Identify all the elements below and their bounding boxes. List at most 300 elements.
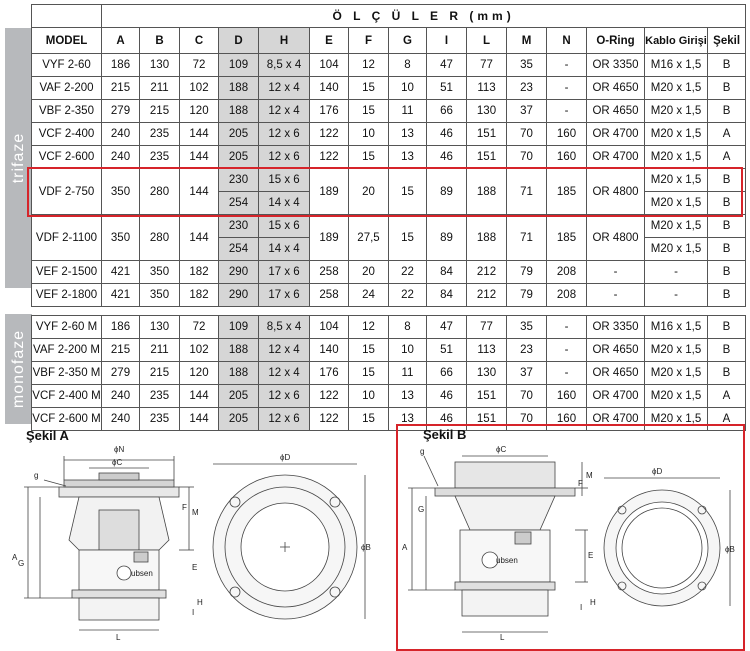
figure-a-title: Şekil A xyxy=(26,428,69,443)
table-cell: 10 xyxy=(389,77,427,100)
model-cell: VAF 2-200 xyxy=(32,77,102,100)
table-cell: 12 xyxy=(349,54,389,77)
table-cell: 350 xyxy=(140,261,180,284)
table-cell: 13 xyxy=(389,385,427,408)
table-cell: 35 xyxy=(507,54,547,77)
dim-label-c-a: ϕC xyxy=(112,458,123,467)
table-cell: 144 xyxy=(180,123,219,146)
table-cell: 205 xyxy=(219,385,259,408)
table-cell: 27,5 xyxy=(349,215,389,261)
table-cell: 79 xyxy=(507,284,547,307)
table-cell: 130 xyxy=(140,54,180,77)
table-cell: 188 xyxy=(219,339,259,362)
table-cell: 20 xyxy=(349,169,389,215)
table-cell: 290 xyxy=(219,284,259,307)
table-cell: 109 xyxy=(219,54,259,77)
model-cell: VDF 2-1100 xyxy=(32,215,102,261)
dim-label-i-b: I xyxy=(580,603,583,612)
table-cell: 23 xyxy=(507,77,547,100)
table-cell: 15 xyxy=(349,100,389,123)
table-cell: 350 xyxy=(102,215,140,261)
table-cell: 120 xyxy=(180,100,219,123)
table-cell: 15 x 6 xyxy=(259,215,310,238)
table-cell: 258 xyxy=(310,261,349,284)
table-cell: OR 4650 xyxy=(587,77,645,100)
table-row xyxy=(32,316,746,339)
table-cell: M20 x 1,5 xyxy=(645,100,708,123)
table-cell: M16 x 1,5 xyxy=(645,54,708,77)
dim-label-h-a: H xyxy=(197,598,203,607)
column-header: O-Ring xyxy=(587,28,645,54)
model-cell: VBF 2-350 M xyxy=(32,362,102,385)
table-cell: A xyxy=(708,408,746,431)
table-cell: 188 xyxy=(219,362,259,385)
table-cell: 205 xyxy=(219,408,259,431)
table-cell: 144 xyxy=(180,215,219,261)
table-cell: 13 xyxy=(389,408,427,431)
model-cell: VYF 2-60 xyxy=(32,54,102,77)
table-cell: 212 xyxy=(467,261,507,284)
table-cell: 130 xyxy=(140,316,180,339)
table-cell: 22 xyxy=(389,284,427,307)
figure-b-side-view xyxy=(400,440,600,640)
table-cell: M16 x 1,5 xyxy=(645,316,708,339)
table-cell: 176 xyxy=(310,100,349,123)
table-cell: OR 4800 xyxy=(587,215,645,261)
table-cell: M20 x 1,5 xyxy=(645,146,708,169)
monofaze-dimensions-table xyxy=(31,315,746,431)
table-row xyxy=(32,339,746,362)
dim-label-g-a: G xyxy=(18,559,25,568)
table-cell: 12 x 4 xyxy=(259,77,310,100)
table-cell: B xyxy=(708,339,746,362)
table-cell: 12 x 4 xyxy=(259,339,310,362)
dim-label-n: ϕN xyxy=(114,445,125,454)
table-cell: OR 4800 xyxy=(587,169,645,215)
table-cell: 176 xyxy=(310,362,349,385)
table-cell: OR 3350 xyxy=(587,54,645,77)
table-cell: 104 xyxy=(310,316,349,339)
table-cell: 350 xyxy=(102,169,140,215)
dim-label-f-b: F xyxy=(578,479,583,488)
table-cell: 215 xyxy=(140,362,180,385)
table-cell: B xyxy=(708,54,746,77)
column-header: Şekil xyxy=(708,28,746,54)
table-cell: 15 xyxy=(349,77,389,100)
table-cell: M20 x 1,5 xyxy=(645,77,708,100)
dim-label-m-a: M xyxy=(192,508,199,517)
table-cell: 160 xyxy=(547,385,587,408)
dim-label-d-a: ϕD xyxy=(280,453,291,462)
brand-label-a: ubsen xyxy=(131,569,153,578)
table-cell: 66 xyxy=(427,100,467,123)
dim-label-b-a: ϕB xyxy=(361,543,371,552)
table-cell: 17 x 6 xyxy=(259,261,310,284)
table-cell: 77 xyxy=(467,316,507,339)
table-cell: 15 xyxy=(349,339,389,362)
table-cell: 230 xyxy=(219,169,259,192)
table-cell: 144 xyxy=(180,408,219,431)
table-cell: 160 xyxy=(547,123,587,146)
dim-label-h-b: H xyxy=(590,598,596,607)
table-cell: 205 xyxy=(219,123,259,146)
brand-label-b: ubsen xyxy=(496,556,518,565)
column-header: B xyxy=(140,28,180,54)
table-cell: 144 xyxy=(180,385,219,408)
table-cell: 212 xyxy=(467,284,507,307)
table-cell: 11 xyxy=(389,362,427,385)
dim-label-f-a: F xyxy=(182,503,187,512)
table-cell: OR 4650 xyxy=(587,362,645,385)
table-cell: 130 xyxy=(467,100,507,123)
model-cell: VDF 2-750 xyxy=(32,169,102,215)
table-cell: 10 xyxy=(349,123,389,146)
table-cell: 12 x 6 xyxy=(259,123,310,146)
table-cell: 215 xyxy=(140,100,180,123)
table-cell: - xyxy=(547,77,587,100)
dim-label-b-b: ϕB xyxy=(725,545,735,554)
table-cell: 51 xyxy=(427,77,467,100)
table-cell: 279 xyxy=(102,100,140,123)
table-cell: 144 xyxy=(180,146,219,169)
table-cell: 144 xyxy=(180,169,219,215)
table-cell: OR 4700 xyxy=(587,408,645,431)
table-cell: 46 xyxy=(427,408,467,431)
table-cell: 240 xyxy=(102,146,140,169)
dim-label-c-b: ϕC xyxy=(496,445,507,454)
table-cell: 258 xyxy=(310,284,349,307)
model-cell: VCF 2-400 M xyxy=(32,385,102,408)
table-cell: 421 xyxy=(102,261,140,284)
table-cell: 12 xyxy=(349,316,389,339)
table-cell: - xyxy=(547,316,587,339)
table-cell: 188 xyxy=(219,100,259,123)
table-cell: 102 xyxy=(180,77,219,100)
table-cell: 12 x 4 xyxy=(259,362,310,385)
table-cell: 185 xyxy=(547,215,587,261)
table-row xyxy=(32,54,746,77)
column-header: L xyxy=(467,28,507,54)
trifaze-dimensions-table xyxy=(31,4,746,307)
table-cell: 188 xyxy=(467,169,507,215)
table-cell: 102 xyxy=(180,339,219,362)
table-cell: 208 xyxy=(547,261,587,284)
table-cell: 122 xyxy=(310,146,349,169)
table-title: Ö L Ç Ü L E R (mm) xyxy=(102,5,746,28)
table-cell: 189 xyxy=(310,169,349,215)
table-cell: A xyxy=(708,146,746,169)
table-cell: 79 xyxy=(507,261,547,284)
table-cell: 46 xyxy=(427,123,467,146)
table-cell: 35 xyxy=(507,316,547,339)
table-cell: 208 xyxy=(547,284,587,307)
table-row xyxy=(32,362,746,385)
column-header: A xyxy=(102,28,140,54)
table-cell: 12 x 6 xyxy=(259,408,310,431)
table-cell: B xyxy=(708,284,746,307)
table-cell: 46 xyxy=(427,385,467,408)
table-cell: 235 xyxy=(140,408,180,431)
table-cell: M20 x 1,5 xyxy=(645,339,708,362)
table-cell: 70 xyxy=(507,146,547,169)
column-header: N xyxy=(547,28,587,54)
table-cell: 12 x 6 xyxy=(259,146,310,169)
table-row xyxy=(32,385,746,408)
table-cell: 10 xyxy=(349,385,389,408)
model-cell: VCF 2-600 xyxy=(32,146,102,169)
table-cell: 72 xyxy=(180,54,219,77)
table-cell: B xyxy=(708,261,746,284)
table-cell: M20 x 1,5 xyxy=(645,123,708,146)
dim-label-g-b: G xyxy=(418,505,425,514)
table-cell: 186 xyxy=(102,54,140,77)
table-cell: 13 xyxy=(389,123,427,146)
table-cell: B xyxy=(708,100,746,123)
column-header: Kablo Girişi xyxy=(645,28,708,54)
column-header: G xyxy=(389,28,427,54)
table-row xyxy=(32,100,746,123)
table-cell: 15 x 6 xyxy=(259,169,310,192)
table-cell: B xyxy=(708,238,746,261)
table-cell: B xyxy=(708,215,746,238)
table-cell: B xyxy=(708,169,746,192)
dim-label-e-b: E xyxy=(588,551,594,560)
dim-label-g-lower-b: g xyxy=(420,447,425,456)
table-cell: 140 xyxy=(310,339,349,362)
model-cell: VBF 2-350 xyxy=(32,100,102,123)
table-cell: 235 xyxy=(140,123,180,146)
table-cell: OR 3350 xyxy=(587,316,645,339)
trifaze-side-label: trifaze xyxy=(5,28,32,288)
table-cell: 254 xyxy=(219,192,259,215)
table-cell: 279 xyxy=(102,362,140,385)
column-header: F xyxy=(349,28,389,54)
table-cell: 280 xyxy=(140,215,180,261)
table-cell: B xyxy=(708,77,746,100)
column-header: MODEL xyxy=(32,28,102,54)
model-cell: VYF 2-60 M xyxy=(32,316,102,339)
table-cell: 15 xyxy=(349,408,389,431)
table-cell: 120 xyxy=(180,362,219,385)
model-cell: VEF 2-1500 xyxy=(32,261,102,284)
column-header: M xyxy=(507,28,547,54)
table-cell: OR 4700 xyxy=(587,123,645,146)
table-cell: 350 xyxy=(140,284,180,307)
dim-label-g-lower-a: g xyxy=(34,471,39,480)
model-cell: VEF 2-1800 xyxy=(32,284,102,307)
table-cell: 15 xyxy=(389,215,427,261)
column-header: E xyxy=(310,28,349,54)
table-cell: 211 xyxy=(140,339,180,362)
table-cell: 10 xyxy=(389,339,427,362)
table-cell: 17 x 6 xyxy=(259,284,310,307)
table-cell: OR 4650 xyxy=(587,100,645,123)
table-cell: 12 x 4 xyxy=(259,100,310,123)
table-cell: 84 xyxy=(427,261,467,284)
table-row xyxy=(32,215,746,238)
dim-label-a-a: A xyxy=(12,553,18,562)
table-cell: M20 x 1,5 xyxy=(645,362,708,385)
table-cell: 151 xyxy=(467,146,507,169)
table-cell: - xyxy=(645,284,708,307)
table-cell: 113 xyxy=(467,339,507,362)
table-cell: - xyxy=(547,54,587,77)
table-cell: 188 xyxy=(467,215,507,261)
table-cell: 15 xyxy=(389,169,427,215)
figure-a-top-view xyxy=(205,452,375,632)
table-row xyxy=(32,77,746,100)
table-cell: 72 xyxy=(180,316,219,339)
table-cell: 84 xyxy=(427,284,467,307)
column-header: H xyxy=(259,28,310,54)
table-cell: 160 xyxy=(547,408,587,431)
table-row xyxy=(32,146,746,169)
table-cell: 290 xyxy=(219,261,259,284)
table-row xyxy=(32,169,746,192)
table-cell: 151 xyxy=(467,385,507,408)
table-cell: 77 xyxy=(467,54,507,77)
table-cell: 89 xyxy=(427,215,467,261)
table-cell: 151 xyxy=(467,408,507,431)
table-cell: 186 xyxy=(102,316,140,339)
table-cell: 215 xyxy=(102,77,140,100)
table-cell: 70 xyxy=(507,123,547,146)
monofaze-side-label: monofaze xyxy=(5,314,32,424)
table-cell: M20 x 1,5 xyxy=(645,408,708,431)
table-cell: 188 xyxy=(219,77,259,100)
table-cell: 235 xyxy=(140,385,180,408)
dim-label-e-a: E xyxy=(192,563,198,572)
table-cell: 230 xyxy=(219,215,259,238)
figure-a-side-view xyxy=(4,440,204,640)
table-cell: 189 xyxy=(310,215,349,261)
table-cell: 240 xyxy=(102,408,140,431)
table-cell: 14 x 4 xyxy=(259,238,310,261)
table-cell: 421 xyxy=(102,284,140,307)
table-cell: 140 xyxy=(310,77,349,100)
table-cell: 14 x 4 xyxy=(259,192,310,215)
table-cell: 70 xyxy=(507,408,547,431)
table-cell: M20 x 1,5 xyxy=(645,215,708,238)
table-cell: - xyxy=(547,100,587,123)
table-cell: 22 xyxy=(389,261,427,284)
table-cell: 122 xyxy=(310,408,349,431)
table-cell: 104 xyxy=(310,54,349,77)
table-cell: 15 xyxy=(349,362,389,385)
table-cell: 8,5 x 4 xyxy=(259,316,310,339)
table-cell: 20 xyxy=(349,261,389,284)
model-cell: VCF 2-600 M xyxy=(32,408,102,431)
table-cell: 130 xyxy=(467,362,507,385)
table-cell: 47 xyxy=(427,316,467,339)
column-header: D xyxy=(219,28,259,54)
table-cell: 205 xyxy=(219,146,259,169)
table-cell: 15 xyxy=(349,146,389,169)
table-cell: OR 4700 xyxy=(587,385,645,408)
header-row xyxy=(32,28,746,54)
table-cell: B xyxy=(708,192,746,215)
table-cell: 37 xyxy=(507,100,547,123)
table-cell: OR 4700 xyxy=(587,146,645,169)
figure-b-top-view xyxy=(598,468,738,628)
table-cell: 12 x 6 xyxy=(259,385,310,408)
dim-label-i-a: I xyxy=(192,608,195,617)
table-cell: 71 xyxy=(507,215,547,261)
table-row xyxy=(32,123,746,146)
table-cell: 23 xyxy=(507,339,547,362)
table-cell: 122 xyxy=(310,385,349,408)
table-cell: - xyxy=(587,261,645,284)
table-cell: 24 xyxy=(349,284,389,307)
model-cell: VAF 2-200 M xyxy=(32,339,102,362)
table-cell: 160 xyxy=(547,146,587,169)
table-cell: 185 xyxy=(547,169,587,215)
dim-label-m-b: M xyxy=(586,471,593,480)
table-cell: M20 x 1,5 xyxy=(645,169,708,192)
table-cell: 280 xyxy=(140,169,180,215)
table-cell: 235 xyxy=(140,146,180,169)
table-cell: 215 xyxy=(102,339,140,362)
dim-label-l-a: L xyxy=(116,633,121,642)
dim-label-a-b: A xyxy=(402,543,408,552)
table-cell: M20 x 1,5 xyxy=(645,238,708,261)
table-cell: 51 xyxy=(427,339,467,362)
table-cell: M20 x 1,5 xyxy=(645,192,708,215)
table-cell: 13 xyxy=(389,146,427,169)
table-cell: 122 xyxy=(310,123,349,146)
dim-label-d-b: ϕD xyxy=(652,467,663,476)
table-cell: B xyxy=(708,362,746,385)
dim-label-l-b: L xyxy=(500,633,505,642)
table-row xyxy=(32,284,746,307)
table-cell: 151 xyxy=(467,123,507,146)
table-cell: 46 xyxy=(427,146,467,169)
table-cell: - xyxy=(587,284,645,307)
table-cell: 70 xyxy=(507,385,547,408)
table-cell: A xyxy=(708,385,746,408)
table-cell: 109 xyxy=(219,316,259,339)
table-cell: 182 xyxy=(180,261,219,284)
table-cell: A xyxy=(708,123,746,146)
table-cell: 254 xyxy=(219,238,259,261)
table-cell: 47 xyxy=(427,54,467,77)
table-cell: 113 xyxy=(467,77,507,100)
table-cell: OR 4650 xyxy=(587,339,645,362)
table-cell: - xyxy=(645,261,708,284)
table-cell: B xyxy=(708,316,746,339)
table-cell: 211 xyxy=(140,77,180,100)
table-cell: 182 xyxy=(180,284,219,307)
column-header: C xyxy=(180,28,219,54)
table-cell: - xyxy=(547,339,587,362)
table-cell: 11 xyxy=(389,100,427,123)
table-cell: 66 xyxy=(427,362,467,385)
table-cell: 8 xyxy=(389,316,427,339)
table-cell: 240 xyxy=(102,123,140,146)
table-cell: M20 x 1,5 xyxy=(645,385,708,408)
table-cell: 89 xyxy=(427,169,467,215)
column-header: I xyxy=(427,28,467,54)
table-row xyxy=(32,261,746,284)
model-cell: VCF 2-400 xyxy=(32,123,102,146)
table-cell: 8 xyxy=(389,54,427,77)
table-cell: 71 xyxy=(507,169,547,215)
table-cell: 37 xyxy=(507,362,547,385)
table-cell: - xyxy=(547,362,587,385)
table-cell: 8,5 x 4 xyxy=(259,54,310,77)
table-cell: 240 xyxy=(102,385,140,408)
figure-b-title: Şekil B xyxy=(423,427,467,442)
